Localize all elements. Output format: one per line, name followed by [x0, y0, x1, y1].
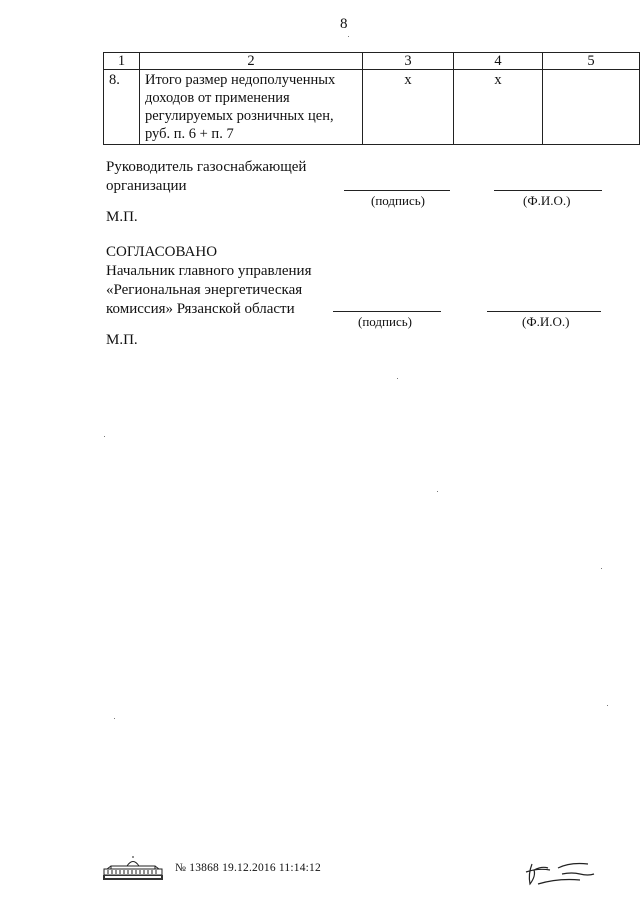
signatory-title — [106, 158, 306, 196]
row-col-4: х — [454, 70, 543, 145]
row-description-line: регулируемых розничных цен, — [145, 108, 334, 124]
row-col-5 — [543, 70, 640, 145]
scan-speck — [601, 568, 602, 569]
scan-speck — [104, 436, 105, 437]
row-col-3: х — [363, 70, 454, 145]
table-header-row — [104, 53, 640, 70]
signature-caption: (подпись) — [358, 314, 412, 329]
approver-title — [106, 262, 311, 319]
scan-speck — [437, 491, 438, 492]
registry-stamp: № 13868 19.12.2016 11:14:12 — [175, 862, 321, 874]
building-logo-icon — [101, 856, 165, 882]
stamp-place-label: М.П. — [106, 209, 138, 225]
approver-title-line: Начальник главного управления — [106, 263, 312, 279]
handwritten-signature — [518, 854, 602, 890]
row-description-line: доходов от применения — [145, 90, 290, 106]
header-col-2: 2 — [140, 53, 363, 70]
header-col-5: 5 — [543, 53, 640, 70]
row-description — [140, 70, 363, 145]
approver-title-line: «Региональная энергетическая — [106, 282, 303, 298]
page-number: 8 — [340, 16, 348, 32]
header-col-1: 1 — [104, 53, 140, 70]
row-number: 8. — [104, 70, 140, 145]
header-col-4: 4 — [454, 53, 543, 70]
signature-line — [344, 190, 450, 191]
row-description-line: Итого размер недополученных — [145, 72, 336, 88]
fio-line — [487, 311, 601, 312]
fio-caption: (Ф.И.О.) — [523, 193, 571, 208]
header-col-3: 3 — [363, 53, 454, 70]
scan-speck — [114, 718, 115, 719]
signatory-title-line: Руководитель газоснабжающей — [106, 159, 307, 175]
fio-line — [494, 190, 602, 191]
scan-speck — [397, 378, 398, 379]
signature-caption: (подпись) — [371, 193, 425, 208]
approval-heading: СОГЛАСОВАНО — [106, 244, 218, 260]
approver-title-line: комиссия» Рязанской области — [106, 301, 295, 317]
scan-speck — [348, 36, 349, 37]
signatory-title-line: организации — [106, 178, 187, 194]
table-row — [104, 70, 640, 145]
data-table — [103, 52, 640, 145]
stamp-place-label: М.П. — [106, 332, 138, 348]
signature-line — [333, 311, 441, 312]
fio-caption: (Ф.И.О.) — [522, 314, 570, 329]
row-description-line: руб. п. 6 + п. 7 — [145, 126, 234, 142]
scan-speck — [607, 705, 608, 706]
